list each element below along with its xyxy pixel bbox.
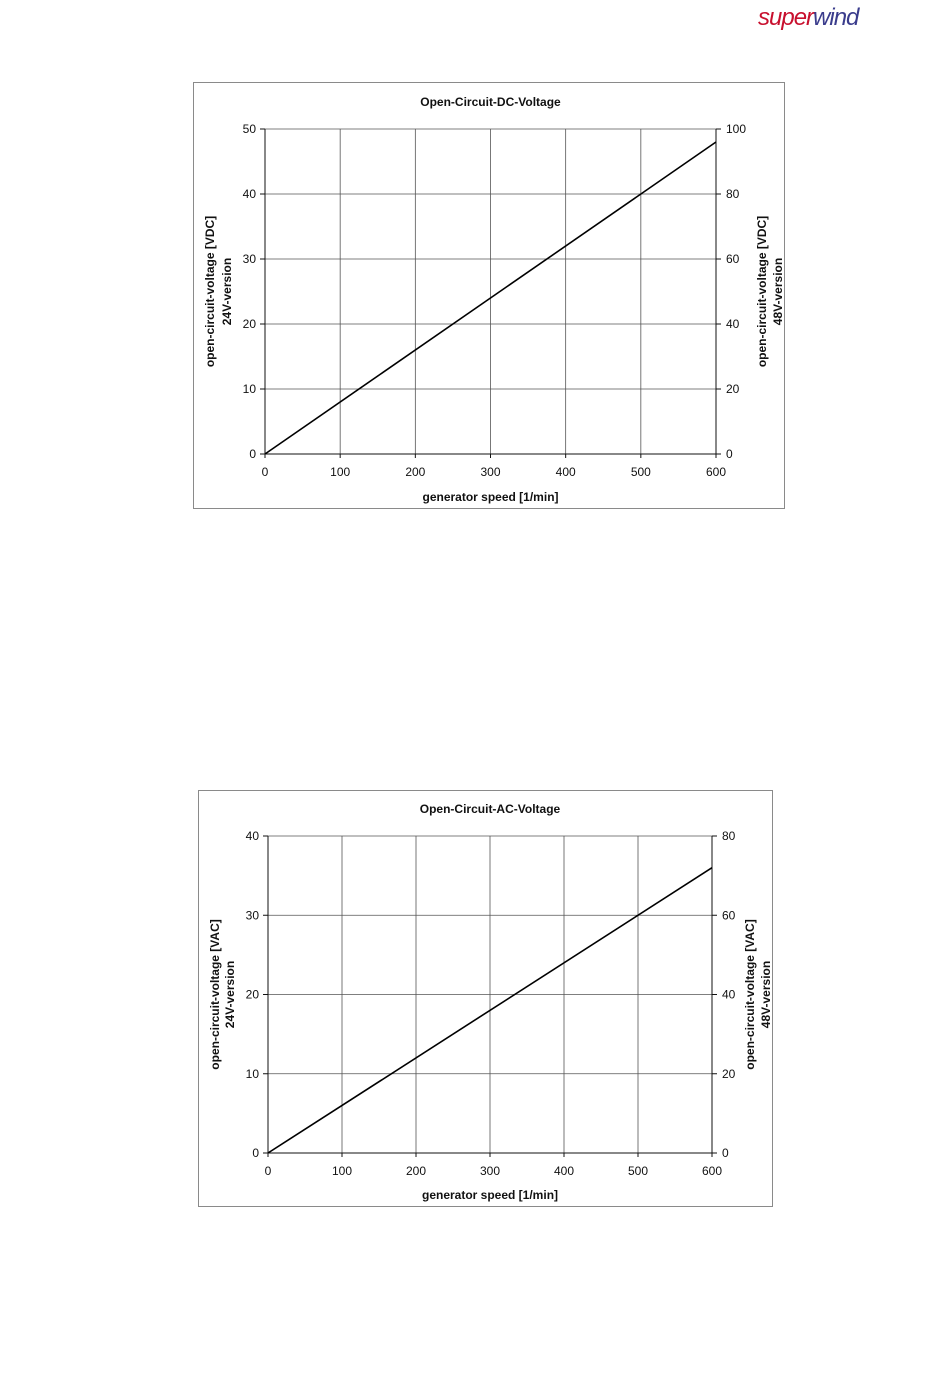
- chart-title: Open-Circuit-DC-Voltage: [420, 95, 561, 109]
- superwind-logo: [758, 6, 858, 30]
- y-right-tick-label: 80: [722, 829, 736, 843]
- y-right-tick-label: 80: [726, 187, 740, 201]
- x-tick-label: 200: [405, 465, 426, 479]
- y-left-tick-label: 0: [252, 1146, 259, 1160]
- y-right-tick-label: 40: [722, 987, 736, 1002]
- x-tick-label: 600: [701, 1164, 723, 1178]
- y-right-tick-label: 20: [726, 382, 740, 396]
- y-left-tick-label: 40: [245, 829, 259, 843]
- y-right-tick-label: 40: [726, 317, 740, 331]
- x-tick-label: 300: [479, 1164, 501, 1178]
- ac-voltage-chart: [198, 790, 773, 1207]
- x-tick-label: 400: [555, 465, 576, 479]
- y-right-tick-label: 60: [726, 252, 740, 266]
- y-right-tick-label: 0: [722, 1146, 729, 1160]
- x-tick-label: 100: [331, 1164, 353, 1178]
- x-tick-label: 0: [261, 465, 269, 479]
- x-tick-label: 500: [630, 465, 651, 479]
- y-right-tick-label: 100: [726, 122, 747, 136]
- y-left-tick-label: 40: [242, 187, 256, 201]
- y-right-axis-sublabel: 48V-version: [771, 257, 785, 326]
- dc-chart-svg: [194, 83, 786, 510]
- y-right-axis-label: open-circuit-voltage [VDC]: [755, 215, 769, 368]
- y-left-tick-label: 30: [242, 252, 256, 266]
- y-left-tick-label: 50: [242, 122, 256, 136]
- y-left-tick-label: 20: [242, 317, 256, 331]
- x-tick-label: 200: [405, 1164, 427, 1178]
- logo-part-super: super: [758, 4, 814, 31]
- y-right-tick-label: 20: [722, 1066, 736, 1081]
- y-left-axis-label: open-circuit-voltage [VAC]: [208, 919, 222, 1070]
- x-tick-label: 0: [264, 1164, 272, 1178]
- y-right-axis-sublabel: 48V-version: [759, 960, 773, 1029]
- y-right-axis-label: open-circuit-voltage [VAC]: [743, 919, 757, 1070]
- x-tick-label: 300: [480, 465, 501, 479]
- x-axis-label: generator speed [1/min]: [421, 1188, 559, 1202]
- y-left-tick-label: 30: [245, 908, 259, 923]
- dc-voltage-chart: [193, 82, 785, 509]
- ac-chart-svg: [199, 791, 774, 1208]
- y-left-axis-sublabel: 24V-version: [223, 960, 237, 1029]
- y-left-axis-label: open-circuit-voltage [VDC]: [203, 215, 217, 368]
- y-left-tick-label: 20: [245, 987, 259, 1002]
- y-left-tick-label: 10: [242, 382, 256, 396]
- y-right-tick-label: 60: [722, 908, 736, 923]
- x-tick-label: 100: [330, 465, 351, 479]
- x-tick-label: 600: [705, 465, 727, 479]
- y-left-tick-label: 0: [249, 447, 256, 461]
- x-tick-label: 400: [553, 1164, 575, 1178]
- x-axis-label: generator speed [1/min]: [422, 490, 559, 504]
- y-left-axis-sublabel: 24V-version: [220, 257, 234, 326]
- y-right-tick-label: 0: [726, 447, 733, 461]
- x-tick-label: 500: [627, 1164, 649, 1178]
- y-left-tick-label: 10: [245, 1066, 259, 1081]
- logo-part-wind: wind: [813, 4, 859, 31]
- chart-title: Open-Circuit-AC-Voltage: [419, 802, 561, 816]
